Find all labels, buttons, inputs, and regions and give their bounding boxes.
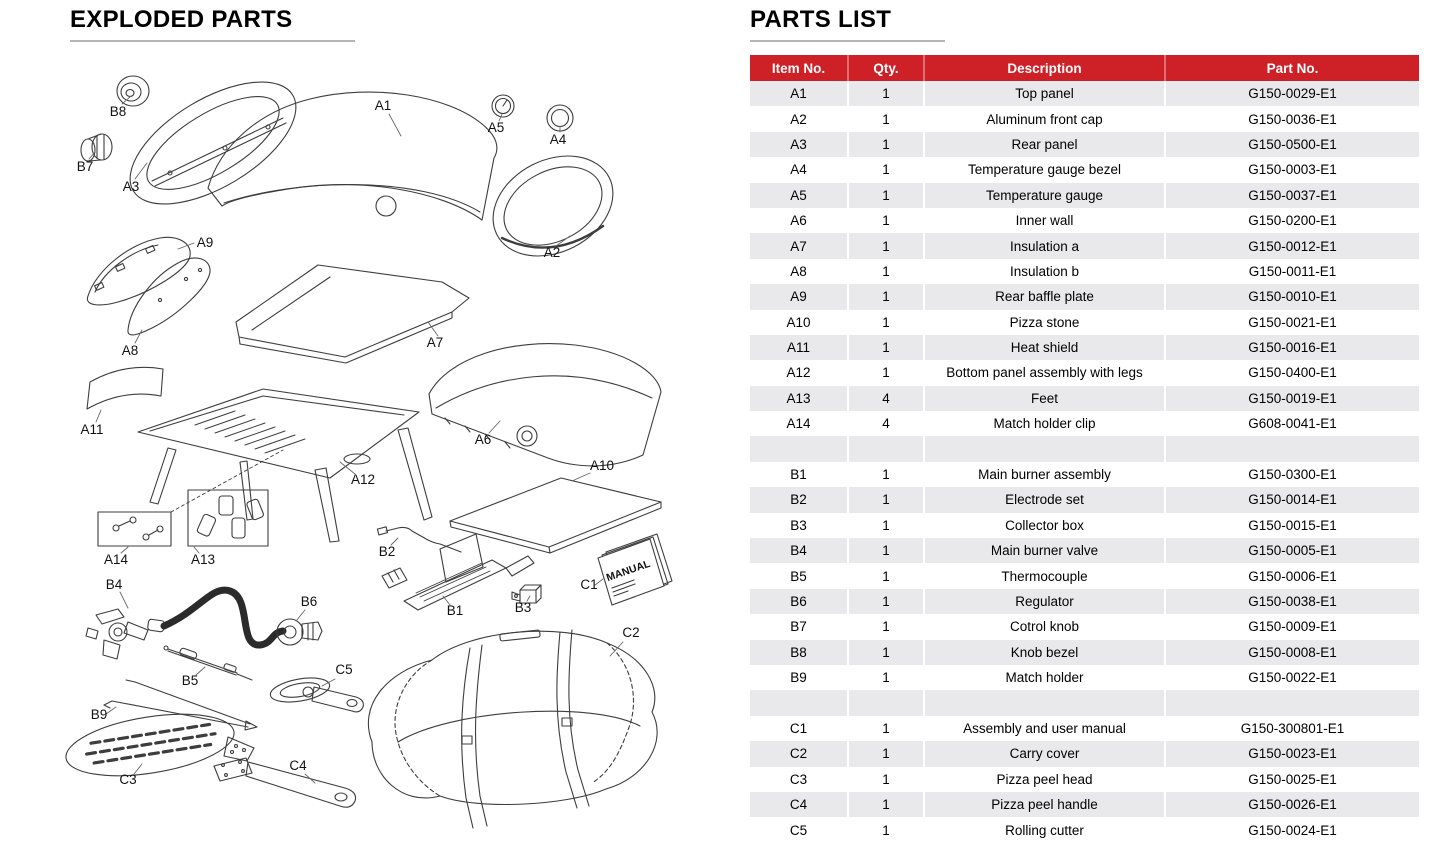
cell-item: B9 — [750, 665, 848, 690]
table-row — [750, 614, 1419, 639]
part-label-a2: A2 — [543, 245, 561, 260]
cell-part: G150-0038-E1 — [1165, 589, 1419, 614]
parts-table-body — [750, 81, 1419, 843]
cell-qty: 1 — [848, 335, 924, 360]
cell-description: Insulation a — [924, 233, 1165, 258]
cell-item: C1 — [750, 716, 848, 741]
part-b5-thermocouple — [164, 646, 252, 680]
table-row — [750, 665, 1419, 690]
cell-part: G150-0500-E1 — [1165, 132, 1419, 157]
cell-part: G608-0041-E1 — [1165, 411, 1419, 436]
table-row — [750, 106, 1419, 131]
cell-description: Match holder — [924, 665, 1165, 690]
parts-table — [750, 55, 1419, 843]
part-b6-regulator — [147, 590, 322, 645]
cell-description: Top panel — [924, 81, 1165, 106]
cell-description: Rear baffle plate — [924, 284, 1165, 309]
table-row — [750, 741, 1419, 766]
cell-qty — [848, 690, 924, 715]
table-row — [750, 81, 1419, 106]
cell-qty: 1 — [848, 741, 924, 766]
table-row — [750, 817, 1419, 842]
cell-part: G150-0003-E1 — [1165, 157, 1419, 182]
table-row — [750, 259, 1419, 284]
cell-part: G150-0025-E1 — [1165, 767, 1419, 792]
part-label-b6: B6 — [300, 594, 318, 609]
cell-qty: 1 — [848, 513, 924, 538]
cell-qty: 1 — [848, 817, 924, 842]
table-row — [750, 563, 1419, 588]
part-a3-rear-panel — [111, 57, 316, 228]
cell-qty: 1 — [848, 81, 924, 106]
cell-description: Temperature gauge — [924, 183, 1165, 208]
cell-description: Insulation b — [924, 259, 1165, 284]
table-row — [750, 436, 1419, 461]
part-c2-carry-cover — [368, 630, 657, 828]
cell-part: G150-0010-E1 — [1165, 284, 1419, 309]
part-a14-match-holder-clips — [98, 450, 283, 546]
table-row — [750, 132, 1419, 157]
part-label-b7: B7 — [76, 159, 94, 174]
part-label-b1: B1 — [446, 603, 464, 618]
cell-description: Regulator — [924, 589, 1165, 614]
manual-cover-text: MANUAL — [604, 557, 652, 585]
cell-description: Bottom panel assembly with legs — [924, 360, 1165, 385]
part-a6-inner-wall — [429, 344, 661, 466]
table-row — [750, 487, 1419, 512]
cell-item: A5 — [750, 183, 848, 208]
cell-item: B8 — [750, 640, 848, 665]
cell-qty: 1 — [848, 614, 924, 639]
col-header-part-no: Part No. — [1165, 55, 1419, 81]
table-row — [750, 183, 1419, 208]
table-row — [750, 233, 1419, 258]
cell-qty: 1 — [848, 208, 924, 233]
cell-part: G150-0005-E1 — [1165, 538, 1419, 563]
cell-part: G150-0009-E1 — [1165, 614, 1419, 639]
cell-qty: 1 — [848, 640, 924, 665]
cell-part: G150-0022-E1 — [1165, 665, 1419, 690]
part-b7-control-knob — [81, 134, 112, 161]
cell-description: Rolling cutter — [924, 817, 1165, 842]
part-label-b3: B3 — [514, 600, 532, 615]
part-a12-bottom-panel-assembly — [138, 389, 432, 542]
cell-qty: 1 — [848, 233, 924, 258]
part-a11-heat-shield — [87, 367, 163, 409]
table-row — [750, 386, 1419, 411]
part-label-c3: C3 — [119, 772, 137, 787]
cell-item: C2 — [750, 741, 848, 766]
cell-item: A2 — [750, 106, 848, 131]
cell-qty: 1 — [848, 792, 924, 817]
part-a5-temperature-gauge — [492, 95, 514, 117]
table-row — [750, 284, 1419, 309]
cell-qty: 1 — [848, 284, 924, 309]
cell-description: Feet — [924, 386, 1165, 411]
part-label-a1: A1 — [374, 98, 392, 113]
exploded-parts-title: EXPLODED PARTS — [70, 6, 293, 33]
part-a8-insulation-b — [128, 258, 210, 335]
cell-item: A1 — [750, 81, 848, 106]
cell-description: Pizza peel handle — [924, 792, 1165, 817]
cell-qty: 1 — [848, 157, 924, 182]
part-b9-match-holder — [104, 680, 257, 730]
cell-qty: 1 — [848, 106, 924, 131]
cell-part — [1165, 436, 1419, 461]
cell-qty: 1 — [848, 183, 924, 208]
cell-item: A11 — [750, 335, 848, 360]
cell-description: Heat shield — [924, 335, 1165, 360]
cell-item: B4 — [750, 538, 848, 563]
table-row — [750, 640, 1419, 665]
cell-qty: 1 — [848, 767, 924, 792]
cell-description: Carry cover — [924, 741, 1165, 766]
cell-part: G150-0021-E1 — [1165, 310, 1419, 335]
part-label-b4: B4 — [105, 577, 123, 592]
part-label-a5: A5 — [487, 120, 505, 135]
part-label-a11: A11 — [80, 422, 104, 437]
part-label-c5: C5 — [335, 662, 353, 677]
cell-item: B1 — [750, 462, 848, 487]
part-c5-rolling-cutter — [269, 674, 364, 712]
part-label-a12: A12 — [350, 472, 376, 487]
cell-item: A7 — [750, 233, 848, 258]
cell-qty: 1 — [848, 360, 924, 385]
part-label-b9: B9 — [90, 707, 108, 722]
cell-description: Rear panel — [924, 132, 1165, 157]
part-b4-main-burner-valve — [86, 609, 148, 659]
part-b8-knob-bezel — [117, 76, 149, 106]
cell-part: G150-0026-E1 — [1165, 792, 1419, 817]
cell-description: Assembly and user manual — [924, 716, 1165, 741]
cell-qty: 1 — [848, 589, 924, 614]
cell-part — [1165, 690, 1419, 715]
cell-part: G150-0016-E1 — [1165, 335, 1419, 360]
part-label-c4: C4 — [289, 758, 307, 773]
col-header-qty: Qty. — [848, 55, 924, 81]
table-row — [750, 208, 1419, 233]
table-row — [750, 310, 1419, 335]
cell-description: Pizza peel head — [924, 767, 1165, 792]
table-row — [750, 411, 1419, 436]
parts-list-title-rule — [750, 40, 945, 42]
cell-description: Match holder clip — [924, 411, 1165, 436]
cell-qty: 1 — [848, 716, 924, 741]
cell-part: G150-0400-E1 — [1165, 360, 1419, 385]
cell-item: A10 — [750, 310, 848, 335]
cell-description: Main burner assembly — [924, 462, 1165, 487]
cell-item: B5 — [750, 563, 848, 588]
cell-qty: 1 — [848, 538, 924, 563]
cell-item — [750, 436, 848, 461]
table-row — [750, 792, 1419, 817]
exploded-parts-title-rule — [70, 40, 355, 42]
cell-item: A3 — [750, 132, 848, 157]
cell-item: A6 — [750, 208, 848, 233]
cell-item: C3 — [750, 767, 848, 792]
cell-qty: 1 — [848, 563, 924, 588]
cell-part: G150-0014-E1 — [1165, 487, 1419, 512]
cell-item: A8 — [750, 259, 848, 284]
table-row — [750, 513, 1419, 538]
parts-list-title: PARTS LIST — [750, 6, 892, 33]
cell-item: B7 — [750, 614, 848, 639]
cell-part: G150-0300-E1 — [1165, 462, 1419, 487]
part-a10-pizza-stone — [450, 478, 661, 553]
cell-item: A9 — [750, 284, 848, 309]
cell-item — [750, 690, 848, 715]
cell-qty: 4 — [848, 411, 924, 436]
part-label-c1: C1 — [580, 577, 598, 592]
part-label-a9: A9 — [196, 235, 214, 250]
part-label-c2: C2 — [622, 625, 640, 640]
cell-qty: 1 — [848, 259, 924, 284]
cell-part: G150-0019-E1 — [1165, 386, 1419, 411]
table-row — [750, 767, 1419, 792]
cell-qty: 1 — [848, 310, 924, 335]
cell-part: G150-0011-E1 — [1165, 259, 1419, 284]
cell-description: Knob bezel — [924, 640, 1165, 665]
cell-qty: 1 — [848, 487, 924, 512]
part-label-a10: A10 — [589, 458, 615, 473]
cell-item: C5 — [750, 817, 848, 842]
cell-description — [924, 690, 1165, 715]
cell-part: G150-0006-E1 — [1165, 563, 1419, 588]
cell-description: Inner wall — [924, 208, 1165, 233]
cell-item: C4 — [750, 792, 848, 817]
cell-part: G150-300801-E1 — [1165, 716, 1419, 741]
part-label-b2: B2 — [378, 544, 396, 559]
part-label-a3: A3 — [122, 179, 140, 194]
part-label-a4: A4 — [549, 132, 567, 147]
part-label-b8: B8 — [109, 104, 127, 119]
part-label-a14: A14 — [103, 552, 129, 567]
cell-description: Thermocouple — [924, 563, 1165, 588]
cell-item: B6 — [750, 589, 848, 614]
cell-qty: 1 — [848, 665, 924, 690]
cell-description: Cotrol knob — [924, 614, 1165, 639]
table-row — [750, 716, 1419, 741]
cell-item: A4 — [750, 157, 848, 182]
table-row — [750, 462, 1419, 487]
cell-description: Collector box — [924, 513, 1165, 538]
cell-description: Temperature gauge bezel — [924, 157, 1165, 182]
cell-part: G150-0015-E1 — [1165, 513, 1419, 538]
col-header-item-no: Item No. — [750, 55, 848, 81]
cell-part: G150-0008-E1 — [1165, 640, 1419, 665]
part-b1-main-burner-assembly — [382, 534, 534, 610]
table-row — [750, 360, 1419, 385]
cell-part: G150-0024-E1 — [1165, 817, 1419, 842]
cell-item: B3 — [750, 513, 848, 538]
cell-qty: 4 — [848, 386, 924, 411]
part-a9-rear-baffle-plate — [87, 237, 190, 305]
cell-part: G150-0037-E1 — [1165, 183, 1419, 208]
cell-part: G150-0012-E1 — [1165, 233, 1419, 258]
cell-qty: 1 — [848, 132, 924, 157]
part-a13-feet — [188, 490, 268, 546]
cell-qty: 1 — [848, 462, 924, 487]
cell-item: A12 — [750, 360, 848, 385]
table-row — [750, 690, 1419, 715]
part-a1-top-panel — [208, 92, 497, 220]
cell-qty — [848, 436, 924, 461]
cell-description: Main burner valve — [924, 538, 1165, 563]
col-header-description: Description — [924, 55, 1165, 81]
cell-part: G150-0029-E1 — [1165, 81, 1419, 106]
cell-description: Electrode set — [924, 487, 1165, 512]
part-c4-pizza-peel-handle — [214, 758, 356, 807]
table-row — [750, 538, 1419, 563]
part-label-a8: A8 — [121, 343, 139, 358]
table-row — [750, 157, 1419, 182]
table-row — [750, 589, 1419, 614]
cell-description: Pizza stone — [924, 310, 1165, 335]
part-label-b5: B5 — [181, 673, 199, 688]
cell-part: G150-0023-E1 — [1165, 741, 1419, 766]
cell-item: B2 — [750, 487, 848, 512]
parts-table-header — [750, 55, 1419, 81]
cell-item: A13 — [750, 386, 848, 411]
cell-description — [924, 436, 1165, 461]
cell-item: A14 — [750, 411, 848, 436]
cell-part: G150-0200-E1 — [1165, 208, 1419, 233]
table-row — [750, 335, 1419, 360]
part-label-a6: A6 — [474, 432, 492, 447]
cell-part: G150-0036-E1 — [1165, 106, 1419, 131]
part-label-a13: A13 — [190, 552, 216, 567]
cell-description: Aluminum front cap — [924, 106, 1165, 131]
part-label-a7: A7 — [426, 335, 444, 350]
